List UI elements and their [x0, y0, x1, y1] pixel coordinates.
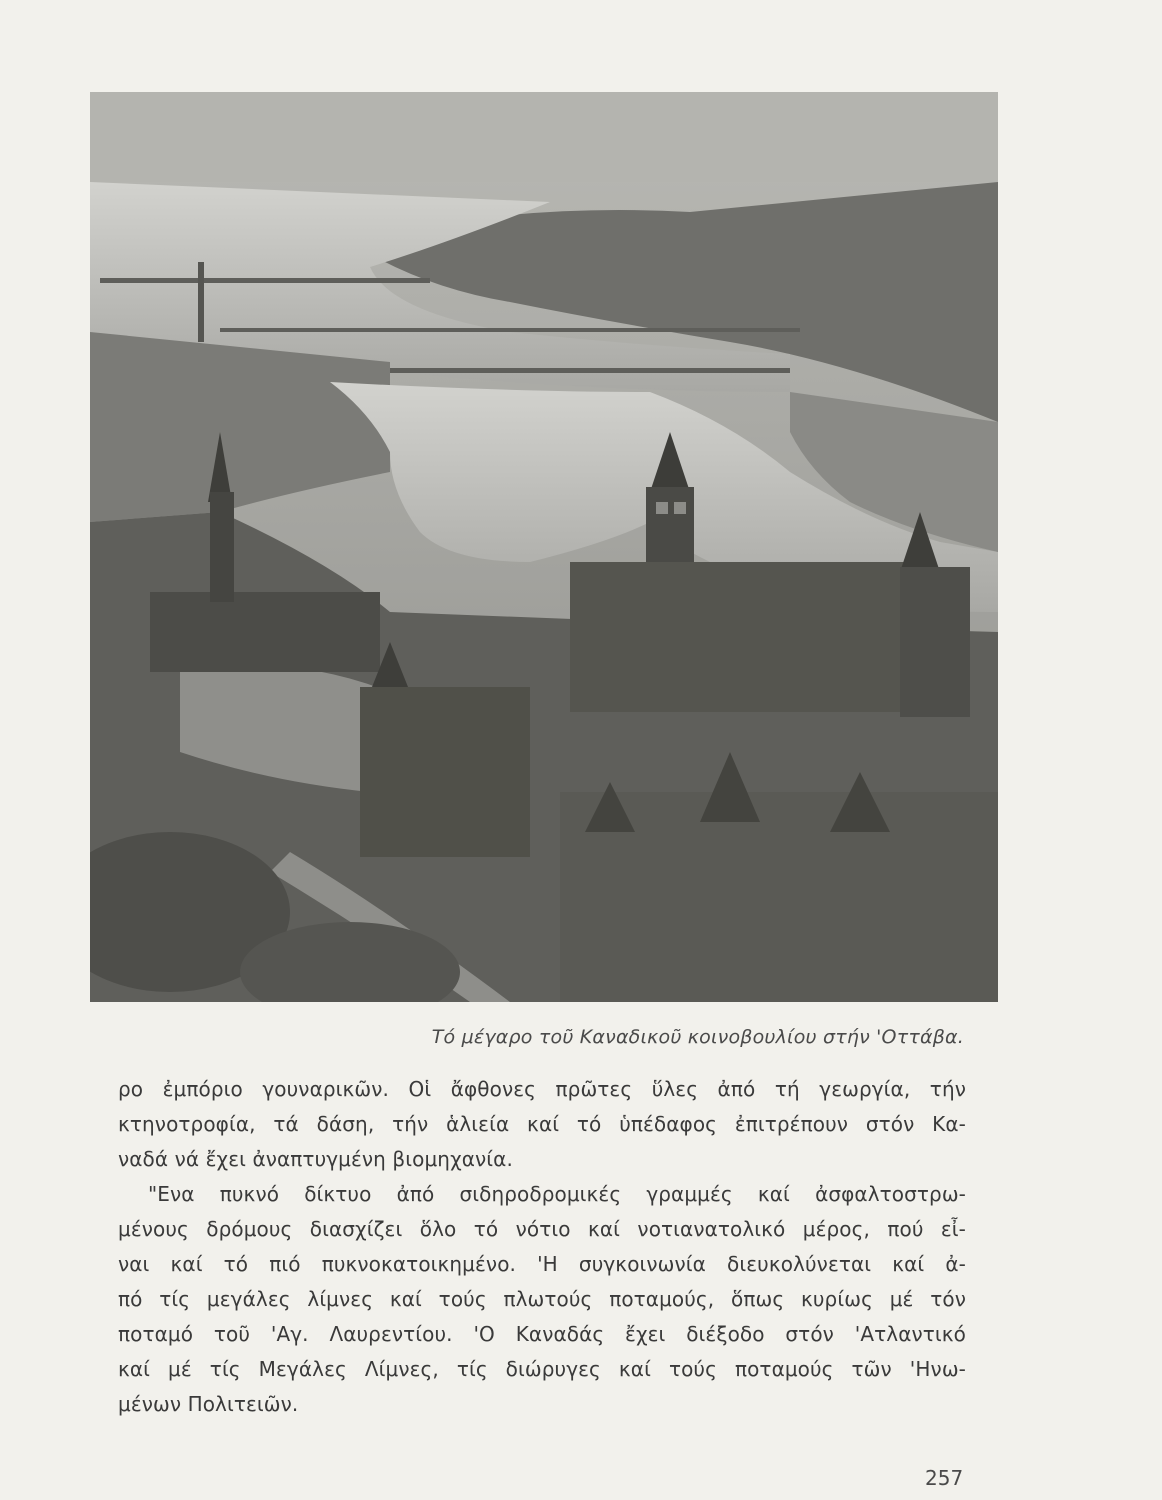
text-line: ναι καί τό πιό πυκνοκατοικημένο. 'Η συγκοινωνία διευκολύνεται καί ἀ-: [118, 1252, 966, 1276]
text-line: "Ενα πυκνό δίκτυο ἀπό σιδηροδρομικές γραμμές καί ἀσφαλτοστρω-: [148, 1182, 966, 1206]
text-line: πό τίς μεγάλες λίμνες καί τούς πλωτούς ποταμούς, ὅπως κυρίως μέ τόν: [118, 1287, 966, 1311]
text-line: ναδά νά ἔχει ἀναπτυγμένη βιομηχανία.: [118, 1147, 513, 1171]
text-line: κτηνοτροφία, τά δάση, τήν ἁλιεία καί τό ὑπέδαφος ἐπιτρέπουν στόν Κα-: [118, 1112, 966, 1136]
aerial-photo-ottawa-parliament: [90, 92, 998, 1002]
page-number: 257: [925, 1466, 964, 1490]
text-line: μένων Πολιτειῶν.: [118, 1392, 299, 1416]
text-line: μένους δρόμους διασχίζει ὅλο τό νότιο καί νοτιανατολικό μέρος, πού εἶ-: [118, 1217, 966, 1241]
text-line: ποταμό τοῦ 'Αγ. Λαυρεντίου. 'Ο Καναδάς ἔχει διέξοδο στόν 'Ατλαντικό: [118, 1322, 966, 1346]
text-line: καί μέ τίς Μεγάλες Λίμνες, τίς διώρυγες καί τούς ποταμούς τῶν 'Ηνω-: [118, 1357, 966, 1381]
body-text: [118, 1072, 966, 1422]
text-line: ρο ἐμπόριο γουναρικῶν. Οἱ ἄφθονες πρῶτες ὕλες ἀπό τή γεωργία, τήν: [118, 1077, 966, 1101]
photo-caption: Τό μέγαρο τοῦ Καναδικοῦ κοινοβουλίου στήν 'Οττάβα.: [431, 1026, 964, 1048]
photo-illustration: [90, 92, 998, 1002]
